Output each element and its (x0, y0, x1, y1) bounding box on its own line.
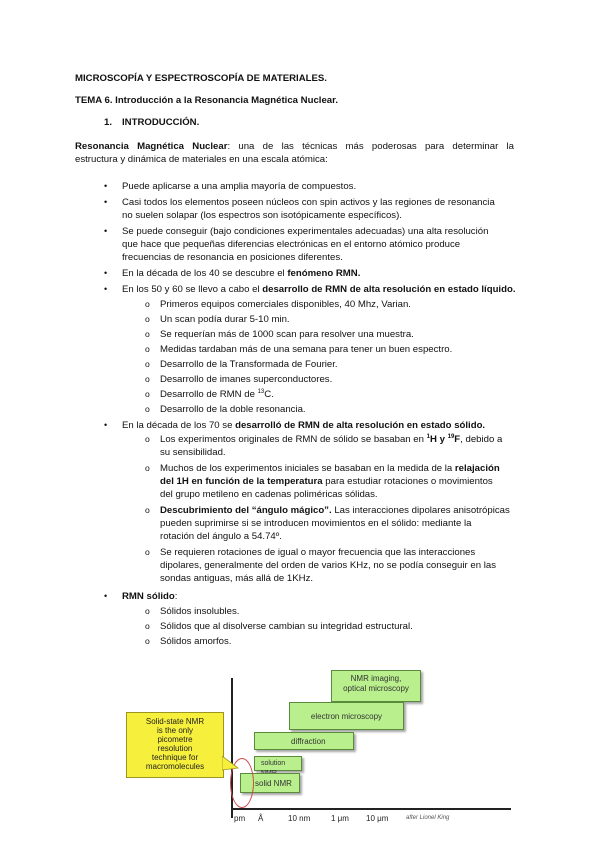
bullet-1: Puede aplicarse a una amplia mayoría de compuestos. (122, 181, 357, 192)
diffraction-label: diffraction (291, 737, 326, 746)
electron-microscopy-box (289, 702, 404, 730)
bullet-7-sub-2: Sólidos que al disolverse cambian su integridad estructural. (160, 621, 413, 632)
bullet-6-sub-2-line-3: del grupo metileno en cadenas poliméricas sólidas. (160, 489, 378, 500)
sub-marker: o (145, 299, 150, 309)
bullet-6-text: En la década de los 70 se (122, 420, 236, 431)
sub-marker: o (145, 434, 150, 444)
callout-line-5: technique for (151, 753, 199, 762)
bullet-5-sub-1: Primeros equipos comerciales disponibles, 40 Mhz, Varian. (160, 299, 411, 310)
bullet-6-sub-1-line-2: su sensibilidad. (160, 447, 226, 458)
tema-title: TEMA 6. Introducción a la Resonancia Magnética Nuclear. (75, 95, 339, 106)
sub-marker: o (145, 374, 150, 384)
s2-bold-2: del 1H en función de la temperatura (160, 476, 323, 487)
bullet-6-sub-2-line-2 (160, 475, 493, 488)
callout-line-3: picometre (157, 735, 193, 744)
s3-text: Las interacciones dipolares anisotrópicas (331, 505, 510, 516)
bullet-4-text: En la década de los 40 se descubre el (122, 268, 288, 279)
tick-1um: 1 μm (331, 814, 349, 823)
bullet-6-sub-3-line-2: pueden suprimirse si se introducen movimientos en el sólido: mediante la (160, 518, 472, 529)
bullet-5-sub-7 (160, 388, 274, 401)
s2-bold: relajación (454, 463, 500, 474)
bullet-marker: • (104, 284, 108, 294)
bullet-7-sub-3: Sólidos amorfos. (160, 636, 232, 647)
bullet-marker: • (104, 268, 108, 278)
sub-marker: o (145, 547, 150, 557)
sub-marker: o (145, 329, 150, 339)
sub-7-superscript: 13 (257, 388, 265, 395)
s1-end: , debido a (460, 434, 503, 445)
nmr-imaging-box (331, 670, 421, 702)
bullet-marker: • (104, 591, 108, 601)
s2-text-2: para estudiar rotaciones o movimientos (322, 476, 493, 487)
tick-10nm: 10 nm (288, 814, 311, 823)
sub-marker: o (145, 344, 150, 354)
nmr-imaging-label-2: optical microscopy (343, 684, 409, 693)
bullet-5-sub-3: Se requerían más de 1000 scan para resolver una muestra. (160, 329, 414, 340)
bullet-5-text: En los 50 y 60 se llevo a cabo el (122, 284, 263, 295)
tick-angstrom: Å (258, 814, 264, 823)
intro-line-1 (75, 140, 514, 153)
sub-marker: o (145, 314, 150, 324)
bullet-6-sub-2-line-1 (160, 462, 500, 475)
sub-7-end: C. (264, 389, 274, 400)
bullet-6-sub-4-line-3: sondas antiguas, más allá de 1KHz. (160, 573, 314, 584)
sub-marker: o (145, 463, 150, 473)
electron-microscopy-label: electron microscopy (310, 712, 383, 721)
callout-line-4: resolution (157, 744, 193, 753)
callout-pointer (222, 756, 242, 776)
sub-7-text: Desarrollo de RMN de (160, 389, 258, 400)
course-title: MICROSCOPÍA Y ESPECTROSCOPÍA DE MATERIALES. (75, 73, 327, 84)
figure-x-axis (231, 808, 511, 810)
bullet-marker: • (104, 420, 108, 430)
solid-nmr-label: solid NMR (255, 779, 292, 788)
section-number: 1. (104, 117, 113, 128)
bullet-5-sub-2: Un scan podía durar 5-10 min. (160, 314, 290, 325)
bullet-marker: • (104, 197, 108, 207)
s1-text: Los experimentos originales de RMN de sólido se basaban en (160, 434, 427, 445)
bullet-5-sub-5: Desarrollo de la Transformada de Fourier. (160, 359, 338, 370)
bullet-marker: • (104, 181, 108, 191)
bullet-6-sub-3-line-1 (160, 504, 510, 517)
s3-bold: Descubrimiento del “ángulo mágico”. (160, 505, 332, 516)
callout-line-2: is the only (156, 726, 194, 735)
s1-sup-19: 19 (447, 433, 455, 440)
s2-text: Muchos de los experimentos iniciales se basaban en la medida de la (160, 463, 455, 474)
tick-pm: pm (234, 814, 246, 823)
bullet-7-bold: RMN sólido (122, 591, 175, 602)
bullet-7 (122, 590, 177, 603)
sub-marker: o (145, 621, 150, 631)
bullet-6-bold: desarrolló de RMN de alta resolución en estado sólido. (235, 420, 486, 431)
bullet-marker: • (104, 226, 108, 236)
solid-state-callout (126, 712, 224, 778)
intro-line-2: estructura y dinámica de materiales en una escala atómica: (75, 154, 328, 165)
bullet-7-colon: : (174, 591, 178, 602)
sub-marker: o (145, 636, 150, 646)
tick-10um: 10 μm (366, 814, 389, 823)
bullet-7-sub-1: Sólidos insolubles. (160, 606, 240, 617)
bullet-5-sub-8: Desarrollo de la doble resonancia. (160, 404, 306, 415)
sub-marker: o (145, 389, 150, 399)
bullet-2-line-1: Casi todos los elementos poseen núcleos con spin activos y las regiones de resonancia (122, 197, 495, 208)
section-title: INTRODUCCIÓN. (122, 117, 200, 128)
bullet-2-line-2: no suelen solapar (los espectros son isotópicamente específicos). (122, 210, 402, 221)
sub-marker: o (145, 606, 150, 616)
bullet-5-sub-4: Medidas tardaban más de una semana para tener un buen espectro. (160, 344, 453, 355)
nmr-imaging-label-1: NMR imaging, (350, 674, 402, 683)
bullet-5 (122, 283, 515, 296)
bullet-5-sub-6: Desarrollo de imanes superconductores. (160, 374, 333, 385)
sub-marker: o (145, 505, 150, 515)
callout-line-1: Solid-state NMR (145, 717, 205, 726)
bullet-6-sub-1-line-1 (160, 433, 502, 446)
bullet-5-bold: desarrollo de RMN de alta resolución en estado líquido. (262, 284, 516, 295)
bullet-6 (122, 419, 485, 432)
s1-sup-1: 1 (426, 433, 430, 440)
sub-marker: o (145, 404, 150, 414)
callout-line-6: macromolecules (145, 762, 205, 771)
bullet-3-line-1: Se puede conseguir (bajo condiciones experimentales adecuadas) una alta resolución (122, 226, 489, 237)
resolution-figure (126, 660, 526, 830)
diffraction-box (254, 732, 354, 750)
figure-credit: after Lionel King (406, 815, 450, 821)
sub-marker: o (145, 359, 150, 369)
bullet-4-bold: fenómeno RMN. (287, 268, 361, 279)
bullet-3-line-2: que hace que pequeñas diferencias electrónicas en el entorno atómico produce (122, 239, 461, 250)
bullet-6-sub-4-line-1: Se requieren rotaciones de igual o mayor frecuencia que las interacciones (160, 547, 476, 558)
intro-line-1-rest: : una de las técnicas más poderosas para determinar la (227, 141, 514, 152)
bullet-4 (122, 267, 360, 280)
solution-nmr-box (254, 756, 302, 771)
solution-nmr-label: solution (261, 760, 286, 767)
bullet-6-sub-3-line-3: rotación del ángulo a 54.74º. (160, 531, 282, 542)
intro-term: Resonancia Magnética Nuclear (75, 141, 228, 152)
s1-h: H y (430, 434, 448, 445)
bullet-6-sub-4-line-2: dipolares, generalmente del orden de varios KHz, no se podía conseguir en las (160, 560, 496, 571)
bullet-3-line-3: frecuencias de resonancia en posiciones diferentes. (122, 252, 343, 263)
s1-f: F (454, 434, 461, 445)
